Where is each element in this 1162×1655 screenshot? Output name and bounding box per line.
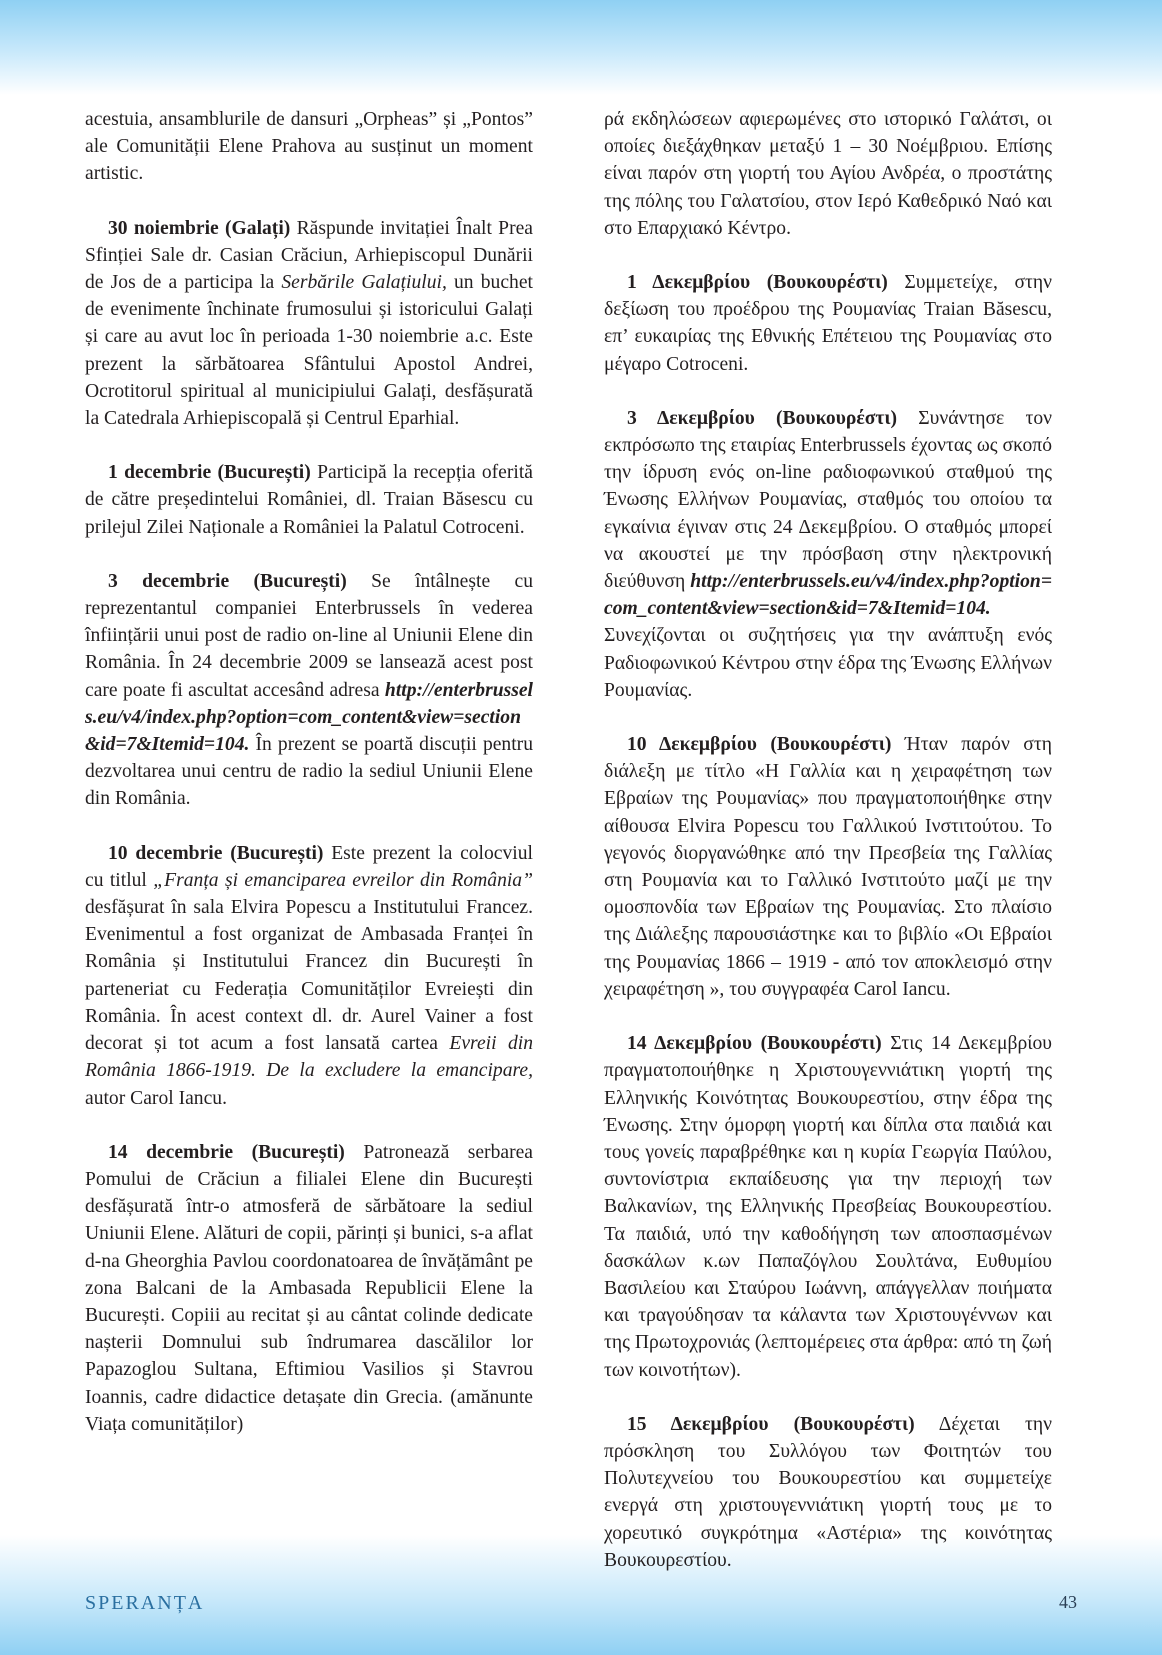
entry-30-noiembrie: 30 noiembrie (Galați) Răspunde invitației Înalt Prea Sfinției Sale dr. Casian Crăciun, Arhiepiscopul Dunării de Jos de a participa la Serbările Galațiului, un buchet de evenimente închinate frumosului și istoricului Galați și care au avut loc în perioada 1-30 noiembrie a.c. Este prezent la sărbătoarea Sfântului Apostol Andrei, Ocrotitorul spiritual al municipiului Galați, desfășurată la Catedrala Arhiepiscopală și Centrul Eparhial. <box>85 217 533 430</box>
radio-url-link[interactable]: http://enterbrussels.eu/v4/index.php?option=com_content&view=section&id=7&Itemid=104. <box>604 571 1052 620</box>
magazine-title: SPERANȚA <box>85 1592 205 1614</box>
entry-date: 10 Δεκεμβρίου (Βουκουρέστι) <box>627 734 892 756</box>
entry-date: 1 Δεκεμβρίου (Βουκουρέστι) <box>627 272 888 294</box>
paragraph-continued: ρά εκδηλώσεων αφιερωμένες στο ιστορικό Γαλάτσι, οι οποίες διεξάχθηκαν μεταξύ 1 – 30 Νοέμβριου. Επίσης είναι παρόν στη γιορτή του Αγίου Ανδρέα, ο προστάτης της πόλης του Γαλατσίου, στον Ιερό Καθεδρικό Ναό και στο Επαρχιακό Κέντρο. <box>604 109 1052 239</box>
entry-date: 14 Δεκεμβρίου (Βουκουρέστι) <box>627 1033 882 1055</box>
entry-1-decembrie: 1 decembrie (București) Participă la recepția oferită de către președintelui României, dl. Traian Băsescu cu prilejul Zilei Naționale a României la Palatul Cotroceni. <box>85 462 533 538</box>
entry-date: 30 noiembrie (Galați) <box>108 217 291 239</box>
top-gradient-band <box>0 0 1162 95</box>
entry-date: 3 decembrie (București) <box>108 570 347 592</box>
entry-15-dekemvriou: 15 Δεκεμβρίου (Βουκουρέστι) Δέχεται την πρόσκληση του Συλλόγου των Φοιτητών του Πολυτεχνείου του Βουκουρεστίου και συμμετείχε ενεργά στη χριστουγεννιάτικη γιορτή τους με το χορευτικό συγκρότημα «Αστέρια» της κοινότητας Βουκουρεστίου. <box>604 1413 1052 1571</box>
entry-date: 10 decembrie (București) <box>108 842 324 864</box>
entry-date: 3 Δεκεμβρίου (Βουκουρέστι) <box>627 407 898 429</box>
entry-14-dekemvriou: 14 Δεκεμβρίου (Βουκουρέστι) Στις 14 Δεκεμβρίου πραγματοποιήθηκε η Χριστουγεννιάτικη γιορτή της Ελληνικής Κοινότητας Βουκουρεστίου, στην έδρα της Ένωσης. Στην όμορφη γιορτή και δίπλα στα παιδιά και τους γονείς παραβρέθηκε και η κυρία Γεωργία Παύλου, συντονίστρια εκπαίδευσης για την περιοχή των Βαλκανίων, της Ελληνικής Πρεσβείας Βουκουρεστίου. Τα παιδιά, υπό την καθοδήγηση των αποσπασμένων δασκάλων κ.ων Παπαζόγλου Σουλτάνα, Ευθυμίου Βασιλείου και Σταύρου Ιωάννη, απάγγελλαν ποιήματα και τραγούδησαν τα κάλαντα των Χριστουγέννων και της Πρωτοχρονιάς (λεπτομέρειες στα άρθρα: από τη ζωή των κοινοτήτων). <box>604 1033 1052 1381</box>
entry-1-dekemvriou: 1 Δεκεμβρίου (Βουκουρέστι) Συμμετείχε, στην δεξίωση του προέδρου της Ρουμανίας Traian Băsescu, επ’ ευκαιρίας της Εθνικής Επέτειου της Ρουμανίας στο μέγαρο Cotroceni. <box>604 272 1052 375</box>
entry-10-decembrie: 10 decembrie (București) Este prezent la colocviul cu titlul „Franța și emanciparea evreilor din România” desfășurat în sala Elvira Popescu a Institutului Francez. Evenimentul a fost organizat de Ambasada Franței în România și Institutului Francez din București în parteneriat cu Federația Comunităților Evreiești din România. În acest context dl. dr. Aurel Vainer a fost decorat și tot acum a fost lansată cartea Evreii din România 1866-1919. De la excludere la emancipare, autor Carol Iancu. <box>85 842 534 1109</box>
entry-date: 15 Δεκεμβρίου (Βουκουρέστι) <box>627 1413 915 1435</box>
right-column <box>604 106 1052 1601</box>
entry-date: 1 decembrie (București) <box>108 462 311 484</box>
radio-url-link[interactable]: http://enterbrussels.eu/v4/index.php?option=com_content&view=section&id=7&Itemid=104. <box>85 679 533 756</box>
entry-date: 14 decembrie (București) <box>108 1141 345 1163</box>
paragraph-continued: acestuia, ansamblurile de dansuri „Orpheas” și „Pontos” ale Comunității Elene Prahova au susținut un moment artistic. <box>85 109 533 185</box>
left-column <box>85 106 533 1465</box>
entry-3-dekemvriou: 3 Δεκεμβρίου (Βουκουρέστι) Συνάντησε τον εκπρόσωπο της εταιρίας Enterbrussels έχοντας ως σκοπό την ίδρυση ενός on-line ραδιοφωνικού σταθμού της Ένωσης Ελλήνων Ρουμανίας, σταθμός του οποίου τα εγκαίνια έγιναν στις 24 Δεκεμβρίου. Ο σταθμός μπορεί να ακουστεί με την πρόσβαση στην ηλεκτρονική διεύθυνση http://enterbrussels.eu/v4/index.php?option=com_content&view=section&id=7&Itemid=104. Συνεχίζονται οι συζητήσεις για την ανάπτυξη ενός Ραδιοφωνικού Κέντρου στην έδρα της Ένωσης Ελλήνων Ρουμανίας. <box>604 407 1052 701</box>
entry-3-decembrie: 3 decembrie (București) Se întâlnește cu reprezentantul companiei Enterbrussels în vederea înființării unui post de radio on-line al Uniunii Elene din România. În 24 decembrie 2009 se lansează acest post care poate fi ascultat accesând adresa http://enterbrussels.eu/v4/index.php?option=com_content&view=section&id=7&Itemid=104. În prezent se poartă discuții pentru dezvoltarea unui centru de radio la sediul Uniunii Elene din România. <box>85 570 533 810</box>
page-number: 43 <box>1059 1592 1077 1612</box>
entry-10-dekemvriou: 10 Δεκεμβρίου (Βουκουρέστι) Ήταν παρόν στη διάλεξη με τίτλο «Η Γαλλία και η χειραφέτηση των Εβραίων της Ρουμανίας» που πραγματοποιήθηκε στην αίθουσα Elvira Popescu του Γαλλικού Ινστιτούτου. Το γεγονός διοργανώθηκε από την Πρεσβεία της Γαλλίας στη Ρουμανία και το Γαλλικό Ινστιτούτο μαζί με την ομοσπονδία των Εβραίων της Ρουμανίας. Στο πλαίσιο της Διάλεξης παρουσιάστηκε και το βιβλίο «Οι Εβραίοι της Ρουμανίας 1866 – 1919 - από τον αποκλεισμό στην χειραφέτηση », του συγγραφέα Carol Iancu. <box>604 734 1052 1000</box>
entry-14-decembrie: 14 decembrie (București) Patronează serbarea Pomului de Crăciun a filialei Elene din București desfășurată într-o atmosferă de sărbătoare la sediul Uniunii Elene. Alături de copii, părinți și bunici, s-a aflat d-na Gheorghia Pavlou coordonatoarea de învățământ pe zona Balcani de la Ambasada Republicii Elene la București. Copiii au recitat și au cântat colinde dedicate nașterii Domnului sub îndrumarea dascălilor lor Papazoglou Sultana, Eftimiou Vasilios și Stavrou Ioannis, cadre didactice detașate din Grecia. (amănunte Viața comunităților) <box>85 1141 533 1435</box>
